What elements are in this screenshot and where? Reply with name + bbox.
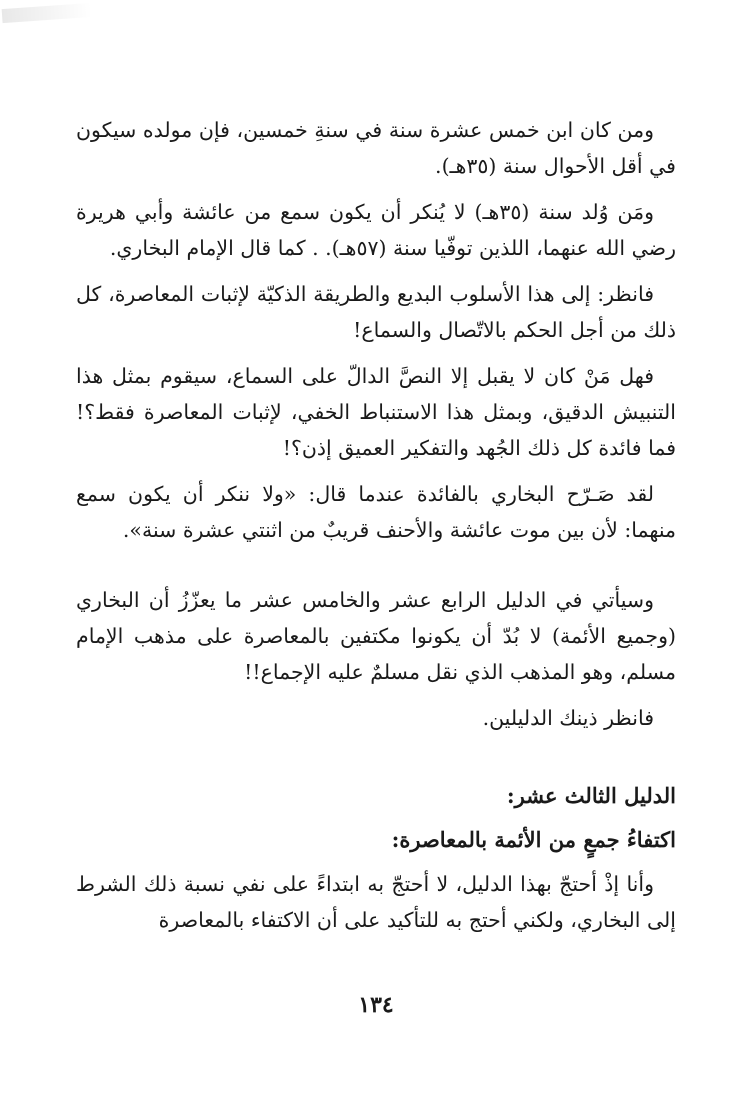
paragraph-final: وأنا إذْ أحتجّ بهذا الدليل، لا أحتجّ به ابتداءً على نفي نسبة ذلك الشرط إلى البخاري، ولكني أحتج به للتأكيد على أن الاكتفاء بالمعاصرة — [76, 872, 676, 932]
paragraph-6: وسيأتي في الدليل الرابع عشر والخامس عشر ما يعزّزُ أن البخاري (وجميع الأئمة) لا بُدّ أن يكونوا مكتفين بالمعاصرة على مذهب الإمام مسلم، وهو المذهب الذي نقل مسلمٌ عليه الإجماع!! — [76, 588, 676, 684]
section-heading: الدليل الثالث عشر: — [506, 783, 676, 808]
paragraph-2: ومَن وُلد سنة (٣٥هـ) لا يُنكر أن يكون سمع من عائشة وأبي هريرة رضي الله عنهما، اللذين توفّيا سنة (٥٧هـ). . كما قال الإمام البخاري. — [76, 200, 676, 260]
page-number: ١٣٤ — [358, 992, 394, 1018]
paragraph-7: فانظر ذينك الدليلين. — [482, 706, 654, 730]
paragraph-1: ومن كان ابن خمس عشرة سنة في سنةِ خمسين، فإن مولده سيكون في أقل الأحوال سنة (٣٥هـ). — [76, 118, 676, 178]
section-subheading: اكتفاءُ جمعٍ من الأئمة بالمعاصرة: — [391, 827, 676, 852]
paragraph-4: فهل مَنْ كان لا يقبل إلا النصَّ الدالّ على السماع، سيقوم بمثل هذا التنبيش الدقيق، وبمثل هذا الاستنباط الخفي، لإثبات المعاصرة فقط؟! فما فائدة كل ذلك الجُهد والتفكير العميق إذن؟! — [76, 364, 676, 460]
paragraph-3: فانظر: إلى هذا الأسلوب البديع والطريقة الذكيّة لإثبات المعاصرة، كل ذلك من أجل الحكم بالاتّصال والسماع! — [76, 282, 676, 342]
paragraph-5: لقد صَـرّح البخاري بالفائدة عندما قال: «ولا ننكر أن يكون سمع منهما: لأن بين موت عائشة والأحنف قريبٌ من اثنتي عشرة سنة». — [76, 482, 676, 542]
body-text — [76, 112, 676, 948]
scan-edge-mark — [2, 3, 93, 23]
